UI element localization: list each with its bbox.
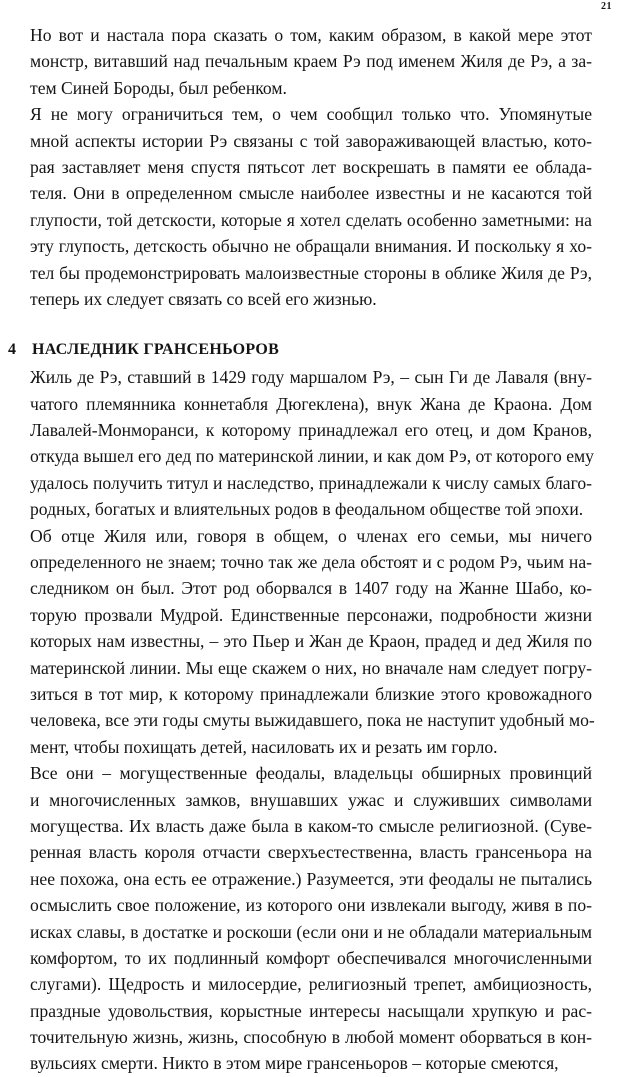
text-line: Лавалей-Монморанси, к которому принадлежал его отец, и дом Кранов, (30, 420, 592, 441)
paragraph (0, 101, 612, 312)
text-line: мной аспекты истории Рэ связаны с той завораживающей властью, кото- (30, 130, 592, 151)
text-line: вульсиях смерти. Никто в этом мире грансеньоров – которые смеются, (30, 1053, 559, 1074)
section-number: 4 (8, 341, 17, 359)
paragraph (0, 364, 612, 522)
text-line: которых нам известны, – это Пьер и Жан де Краон, прадед и дед Жиля по (30, 631, 592, 652)
page-number: 21 (601, 1, 612, 12)
paragraph (0, 760, 612, 1077)
text-line: торую прозвали Мудрой. Единственные персонажи, подробности жизни (30, 604, 592, 625)
section-gap (0, 312, 612, 336)
text-line: эту глупость, детскость обычно не обращали внимания. И поскольку я хо- (30, 236, 592, 257)
section-title: НАСЛЕДНИК ГРАНСЕНЬОРОВ (32, 341, 280, 359)
text-line: глупости, той детскости, которые я хотел сделать особенно заметными: на (30, 209, 592, 230)
paragraph (0, 523, 612, 761)
text-line: родных, богатых и влиятельных родов в феодальном обществе той эпохи. (30, 499, 584, 520)
text-line: мент, чтобы похищать детей, насиловать их и резать им горло. (30, 736, 498, 757)
text-line: тем Синей Бороды, был ребенком. (30, 77, 287, 98)
section-paragraphs (0, 364, 612, 1077)
text-line: могущества. Их власть даже была в каком-то смысле религиозной. (Суве- (30, 815, 592, 836)
text-line: Но вот и настала пора сказать о том, каким образом, в какой мере этот (30, 25, 592, 45)
section-heading (0, 336, 612, 364)
text-line: удалось получить титул и наследство, принадлежали к числу самых благо- (30, 472, 592, 493)
text-line: комфортом, то их подлинный комфорт обеспечивался многочисленными (30, 947, 592, 968)
text-line: чатого племянника коннетабля Дюгеклена), внук Жана де Краона. Дом (30, 393, 592, 414)
text-line: осмыслить свое положение, из которого они извлекали выгоду, живя в по- (30, 895, 592, 916)
text-line: Все они – могущественные феодалы, владельцы обширных провинций (30, 763, 592, 784)
intro-paragraphs (0, 22, 612, 312)
text-line: следником он был. Этот род оборвался в 1407 году на Жанне Шабо, ко- (30, 578, 592, 599)
text-line: тел бы продемонстрировать малоизвестные стороны в облике Жиля де Рэ, (30, 262, 592, 283)
text-line: зиться в тот мир, к которому принадлежали близкие этого кровожадного (30, 683, 592, 704)
text-line: теперь их следует связать со всей его жизнью. (30, 288, 377, 309)
paragraph (0, 22, 612, 101)
text-line: нее похожа, она есть ее отражение.) Разумеется, эти феодалы не пытались (30, 868, 592, 889)
text-line: материнской линии. Мы еще скажем о них, но вначале нам следует погру- (30, 657, 592, 678)
text-line: рая заставляет меня спустя пятьсот лет воскрешать в памяти ее облада- (30, 156, 592, 177)
text-line: монстр, витавший над печальным краем Рэ под именем Жиля де Рэ, а за- (30, 51, 592, 72)
text-line: праздные удовольствия, корыстные интересы насыщали хрупкую и рас- (30, 1000, 592, 1021)
text-line: исках славы, в достатке и роскоши (если они и не обладали материальным (30, 921, 592, 942)
text-line: теля. Они в определенном смысле наиболее известны и не касаются той (30, 183, 592, 204)
text-line: Я не могу ограничиться тем, о чем сообщил только что. Упомянутые (30, 104, 592, 125)
text-line: точительную жизнь, жизнь, способную в любой момент оборваться в кон- (30, 1027, 592, 1048)
text-line: человека, все эти годы смуты выжидавшего, пока не наступит удобный мо- (30, 710, 595, 731)
text-line: ренная власть короля отчасти сверхъестественна, власть грансеньора на (30, 842, 592, 863)
text-block (0, 22, 612, 1077)
text-line: слугами). Щедрость и милосердие, религиозный трепет, амбициозность, (30, 974, 592, 995)
text-line: Жиль де Рэ, ставший в 1429 году маршалом Рэ, – сын Ги де Лаваля (вну- (30, 367, 592, 388)
text-line: определенного не знаем; точно так же дела обстоят и с родом Рэ, чьим на- (30, 552, 592, 573)
text-line: и многочисленных замков, внушавших ужас и служивших символами (30, 789, 592, 810)
text-line: откуда вышел его дед по материнской линии, и как дом Рэ, от которого ему (30, 446, 594, 467)
text-line: Об отце Жиля или, говоря в общем, о членах его семьи, мы ничего (30, 525, 592, 546)
